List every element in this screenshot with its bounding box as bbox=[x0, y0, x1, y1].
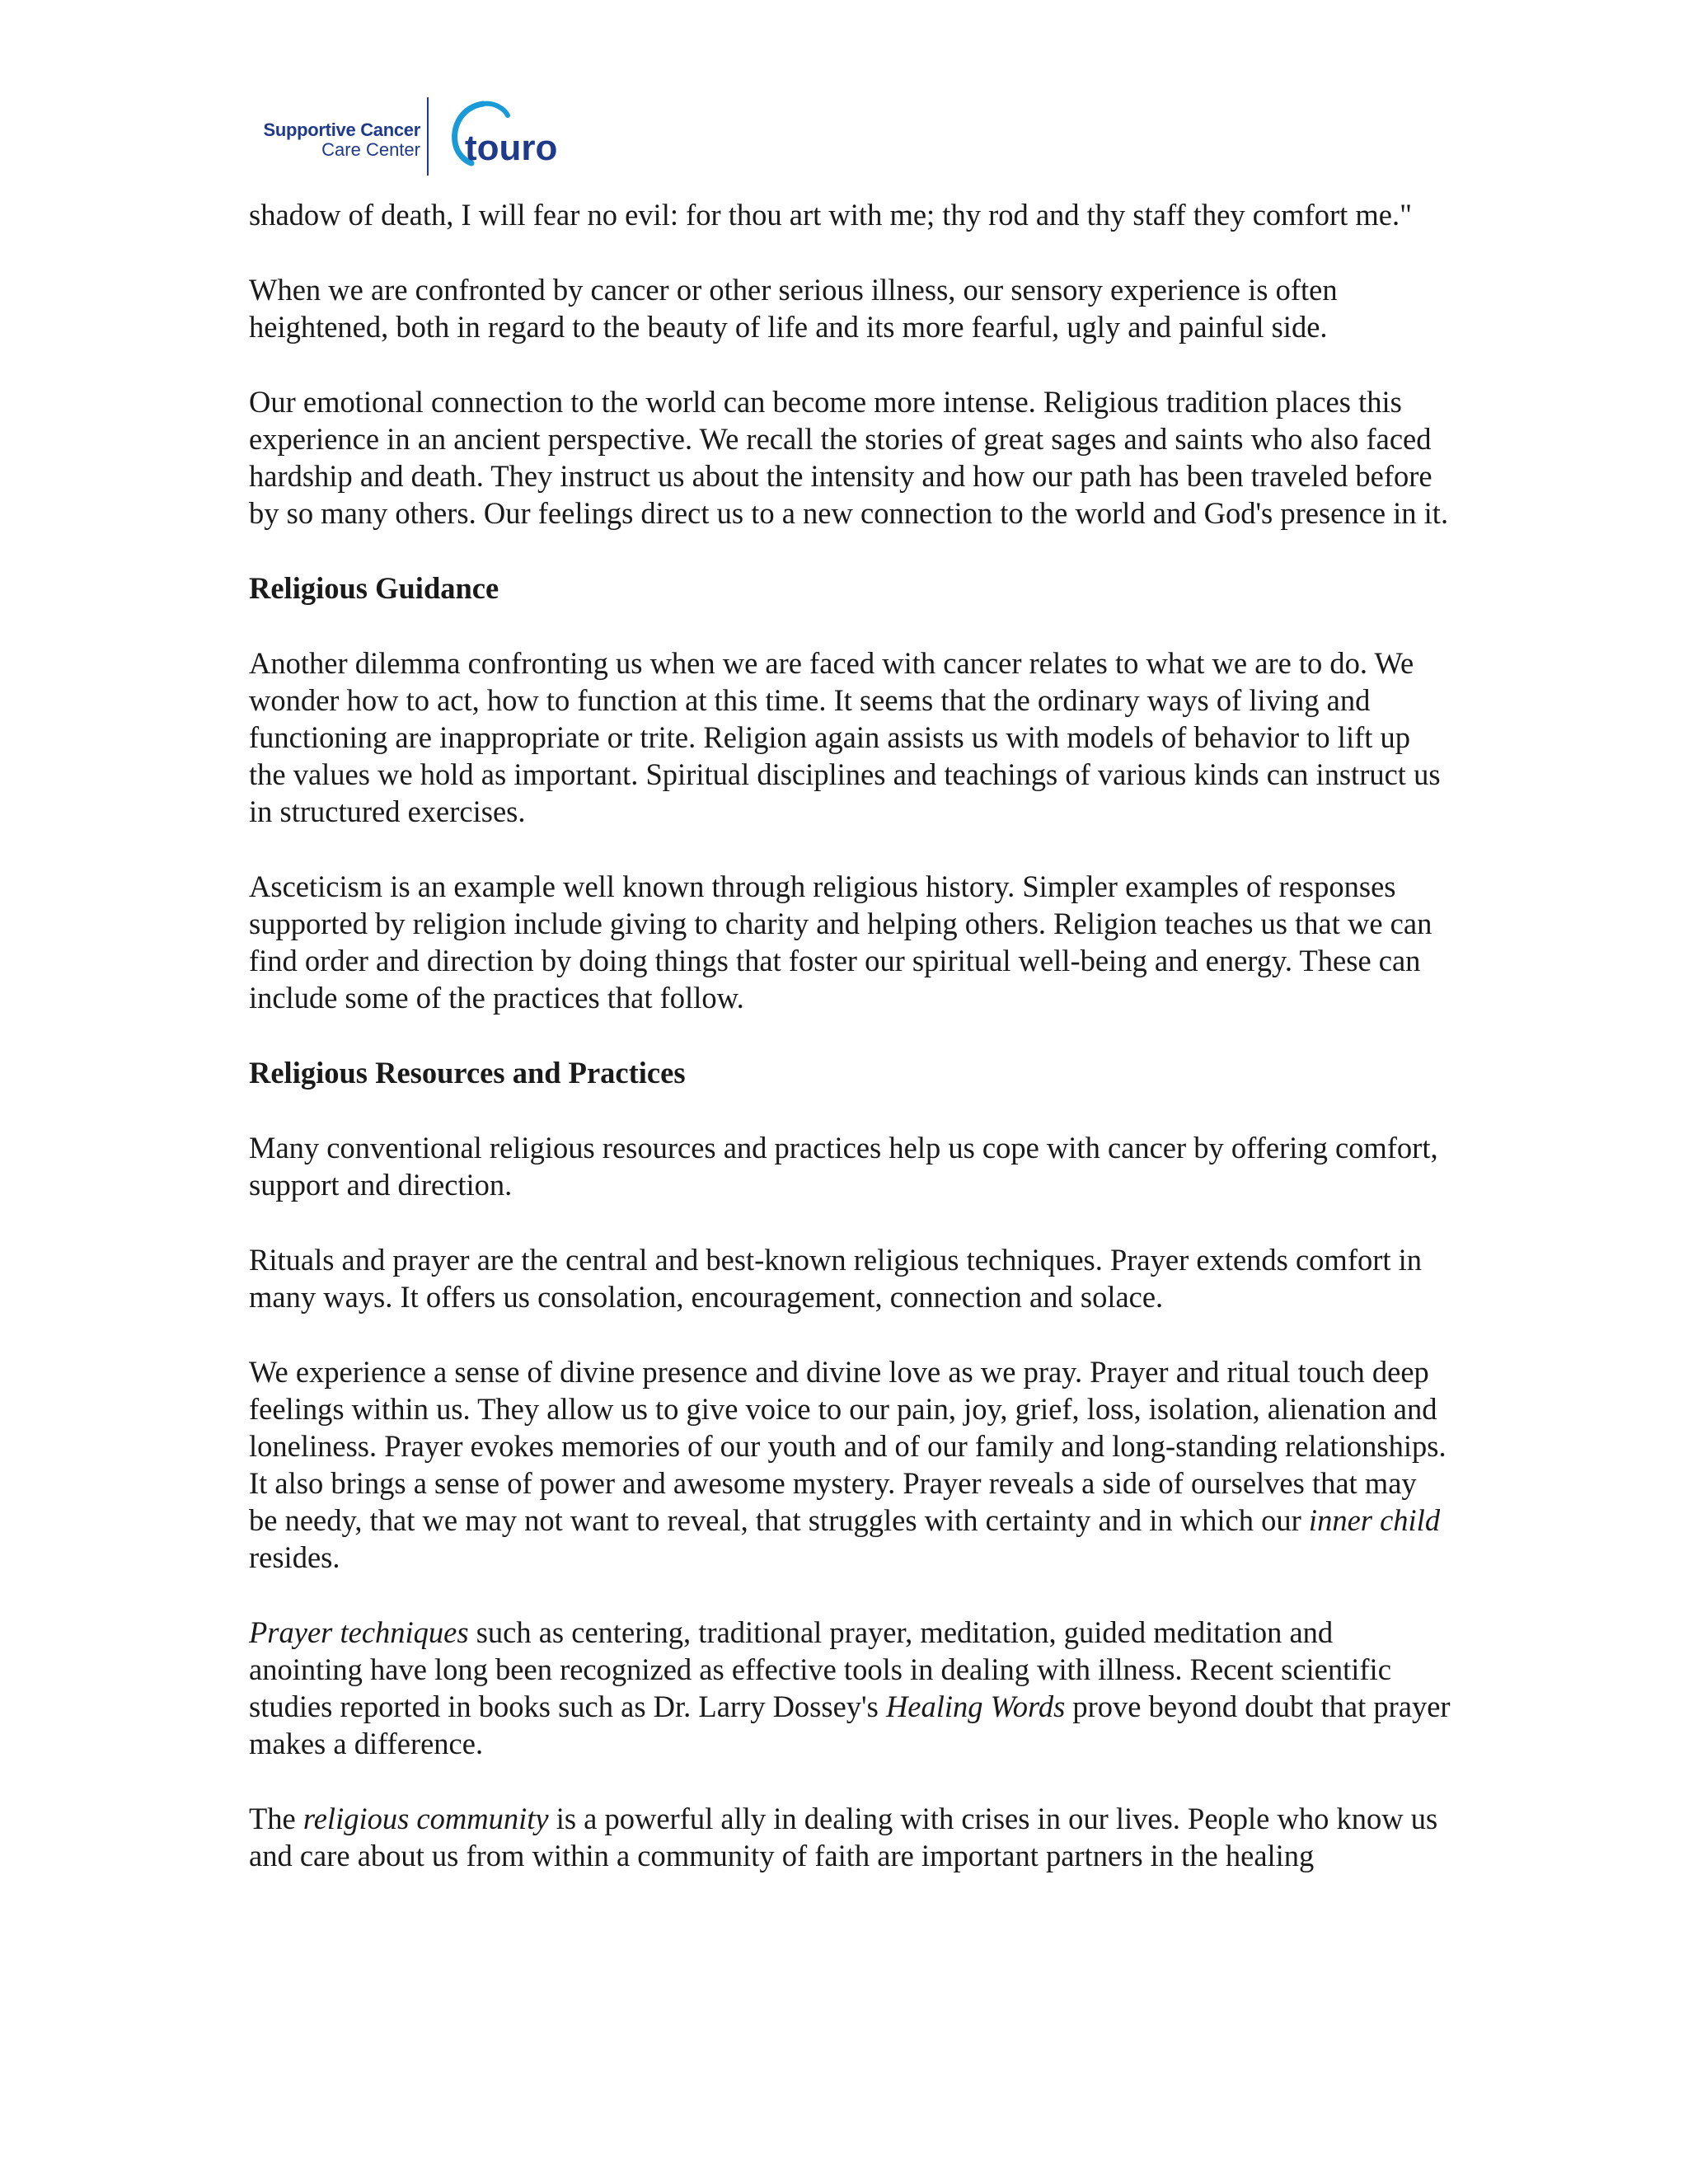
logo-brand-text: touro bbox=[465, 128, 558, 168]
section-heading: Religious Guidance bbox=[249, 571, 499, 605]
paragraph bbox=[249, 1614, 1452, 1762]
paragraph bbox=[249, 1800, 1452, 1874]
text-run: The bbox=[249, 1802, 303, 1835]
paragraph: Rituals and prayer are the central and best-known religious techniques. Prayer extends comfort in many ways. It offers us consolation, encouragement, connection and solace. bbox=[249, 1243, 1423, 1314]
logo-line-2: Care Center bbox=[321, 139, 420, 160]
paragraph: Asceticism is an example well known through religious history. Simpler examples of responses supported by religion include giving to charity and helping others. Religion teaches us that we can find order and direction by doing things that foster our spiritual well-being and energy. These can include some of the practices that follow. bbox=[249, 869, 1432, 1015]
paragraph bbox=[249, 1353, 1452, 1576]
logo-wordmark bbox=[247, 120, 420, 160]
emphasis: Prayer techniques bbox=[249, 1615, 469, 1649]
text-run: We experience a sense of divine presence and divine love as we pray. Prayer and ritual touch deep feelings within us. They allow us to give voice to our pain, joy, grief, loss, isolation, alienation and loneliness. Prayer evokes memories of our youth and of our family and long-standing relationships. It also brings a sense of power and awesome mystery. Prayer reveals a side of ourselves that may be needy, that we may not want to reveal, that struggles with certainty and in which our bbox=[249, 1355, 1447, 1537]
header-logo bbox=[247, 97, 577, 180]
logo-divider bbox=[427, 97, 429, 176]
text-run: prove beyond doubt that prayer makes a difference. bbox=[249, 1690, 1451, 1760]
emphasis: Healing Words bbox=[885, 1690, 1066, 1723]
touro-logo-icon bbox=[435, 97, 584, 180]
text-run: is a powerful ally in dealing with crises in our lives. People who know us and care about us from within a community of faith are important partners in the healing bbox=[249, 1802, 1438, 1872]
paragraph: When we are confronted by cancer or other serious illness, our sensory experience is often heightened, both in regard to the beauty of life and its more fearful, ugly and painful side. bbox=[249, 273, 1338, 344]
text-run: such as centering, traditional prayer, meditation, guided meditation and anointing have long been recognized as effective tools in dealing with illness. Recent scientific studies reported in books such as Dr. Larry Dossey's bbox=[249, 1615, 1391, 1723]
emphasis: religious community bbox=[302, 1802, 549, 1835]
logo-line-1: Supportive Cancer bbox=[263, 120, 420, 140]
paragraph: Another dilemma confronting us when we are faced with cancer relates to what we are to do. We wonder how to act, how to function at this time. It seems that the ordinary ways of living and functioning are inappropriate or trite. Religion again assists us with models of behavior to lift up the values we hold as important. Spiritual disciplines and teachings of various kinds can instruct us in structured exercises. bbox=[249, 646, 1441, 828]
paragraph: shadow of death, I will fear no evil: for thou art with me; thy rod and thy staff they comfort me." bbox=[249, 198, 1413, 232]
paragraph: Many conventional religious resources and practices help us cope with cancer by offering comfort, support and direction. bbox=[249, 1131, 1438, 1202]
document-body bbox=[249, 196, 1452, 1912]
emphasis: inner child bbox=[1308, 1503, 1441, 1537]
section-heading: Religious Resources and Practices bbox=[249, 1056, 686, 1090]
text-run: resides. bbox=[249, 1540, 340, 1574]
paragraph: Our emotional connection to the world can become more intense. Religious tradition places this experience in an ancient perspective. We recall the stories of great sages and saints who also faced hardship and death. They instruct us about the intensity and how our path has been traveled before by so many others. Our feelings direct us to a new connection to the world and God's presence in it. bbox=[249, 385, 1449, 530]
